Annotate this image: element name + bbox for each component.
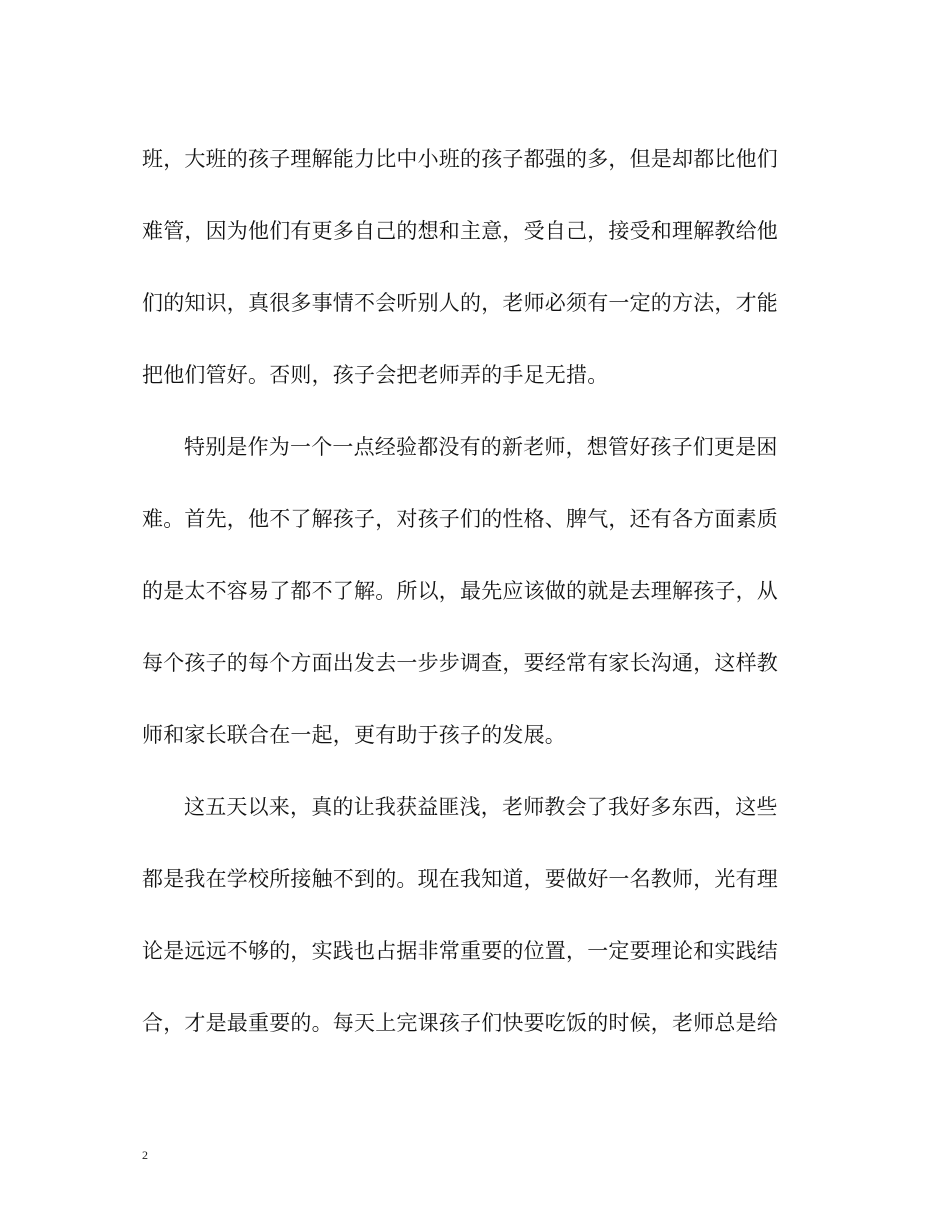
text-line-9: 师和家长联合在一起，更有助于孩子的发展。 [142, 723, 566, 747]
text-line-10: 这五天以来，真的让我获益匪浅，老师教会了我好多东西，这些 [184, 795, 778, 819]
document-body [142, 133, 802, 1069]
text-line-12: 论是远远不够的，实践也占据非常重要的位置，一定要理论和实践结 [142, 939, 778, 963]
text-line-7: 的是太不容易了都不了解。所以，最先应该做的就是去理解孩子，从 [142, 579, 778, 603]
text-line-6: 难。首先，他不了解孩子，对孩子们的性格、脾气，还有各方面素质 [142, 507, 778, 531]
text-line-13: 合，才是最重要的。每天上完课孩子们快要吃饭的时候，老师总是给 [142, 1011, 778, 1035]
text-line-11: 都是我在学校所接触不到的。现在我知道，要做好一名教师，光有理 [142, 867, 778, 891]
text-line-5: 特别是作为一个一点经验都没有的新老师，想管好孩子们更是困 [184, 435, 778, 459]
text-line-1: 班，大班的孩子理解能力比中小班的孩子都强的多，但是却都比他们 [142, 147, 778, 171]
text-line-3: 们的知识，真很多事情不会听别人的，老师必须有一定的方法，才能 [142, 291, 778, 315]
text-line-4: 把他们管好。否则，孩子会把老师弄的手足无措。 [142, 363, 609, 387]
text-line-2: 难管，因为他们有更多自己的想和主意，受自己，接受和理解教给他 [142, 219, 778, 243]
page-number: 2 [142, 1148, 148, 1162]
text-line-8: 每个孩子的每个方面出发去一步步调查，要经常有家长沟通，这样教 [142, 651, 778, 675]
